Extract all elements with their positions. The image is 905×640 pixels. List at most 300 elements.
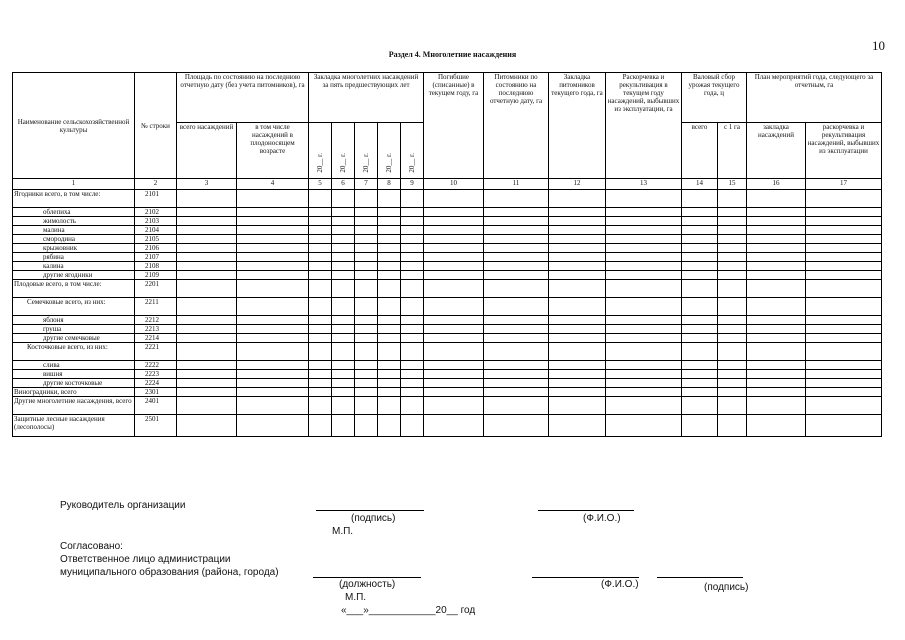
data-cell[interactable] bbox=[237, 334, 309, 343]
data-cell[interactable] bbox=[718, 217, 747, 226]
data-cell[interactable] bbox=[806, 325, 882, 334]
data-cell[interactable] bbox=[682, 271, 718, 280]
data-cell[interactable] bbox=[424, 388, 484, 397]
data-cell[interactable] bbox=[606, 343, 682, 361]
data-cell[interactable] bbox=[606, 244, 682, 253]
data-cell[interactable] bbox=[718, 262, 747, 271]
data-cell[interactable] bbox=[332, 253, 355, 262]
data-cell[interactable] bbox=[332, 226, 355, 235]
data-cell[interactable] bbox=[549, 343, 606, 361]
data-cell[interactable] bbox=[355, 235, 378, 244]
data-cell[interactable] bbox=[401, 280, 424, 298]
data-cell[interactable] bbox=[378, 217, 401, 226]
data-cell[interactable] bbox=[549, 235, 606, 244]
data-cell[interactable] bbox=[549, 316, 606, 325]
data-cell[interactable] bbox=[484, 379, 549, 388]
data-cell[interactable] bbox=[332, 388, 355, 397]
data-cell[interactable] bbox=[484, 253, 549, 262]
data-cell[interactable] bbox=[401, 415, 424, 437]
data-cell[interactable] bbox=[177, 190, 237, 208]
data-cell[interactable] bbox=[237, 415, 309, 437]
data-cell[interactable] bbox=[718, 334, 747, 343]
data-cell[interactable] bbox=[747, 217, 806, 226]
data-cell[interactable] bbox=[424, 190, 484, 208]
data-cell[interactable] bbox=[355, 379, 378, 388]
data-cell[interactable] bbox=[355, 361, 378, 370]
data-cell[interactable] bbox=[378, 361, 401, 370]
data-cell[interactable] bbox=[806, 226, 882, 235]
data-cell[interactable] bbox=[401, 253, 424, 262]
data-cell[interactable] bbox=[378, 208, 401, 217]
data-cell[interactable] bbox=[747, 244, 806, 253]
data-cell[interactable] bbox=[718, 415, 747, 437]
data-cell[interactable] bbox=[355, 388, 378, 397]
data-cell[interactable] bbox=[606, 388, 682, 397]
data-cell[interactable] bbox=[484, 388, 549, 397]
data-cell[interactable] bbox=[309, 253, 332, 262]
data-cell[interactable] bbox=[237, 253, 309, 262]
data-cell[interactable] bbox=[401, 208, 424, 217]
data-cell[interactable] bbox=[237, 190, 309, 208]
data-cell[interactable] bbox=[332, 370, 355, 379]
data-cell[interactable] bbox=[747, 325, 806, 334]
data-cell[interactable] bbox=[355, 298, 378, 316]
data-cell[interactable] bbox=[332, 271, 355, 280]
data-cell[interactable] bbox=[806, 379, 882, 388]
data-cell[interactable] bbox=[332, 298, 355, 316]
data-cell[interactable] bbox=[549, 217, 606, 226]
data-cell[interactable] bbox=[177, 226, 237, 235]
data-cell[interactable] bbox=[355, 316, 378, 325]
data-cell[interactable] bbox=[806, 415, 882, 437]
data-cell[interactable] bbox=[401, 190, 424, 208]
data-cell[interactable] bbox=[806, 253, 882, 262]
data-cell[interactable] bbox=[606, 379, 682, 388]
data-cell[interactable] bbox=[682, 217, 718, 226]
data-cell[interactable] bbox=[378, 379, 401, 388]
data-cell[interactable] bbox=[309, 379, 332, 388]
data-cell[interactable] bbox=[332, 235, 355, 244]
data-cell[interactable] bbox=[606, 208, 682, 217]
data-cell[interactable] bbox=[309, 343, 332, 361]
data-cell[interactable] bbox=[682, 208, 718, 217]
data-cell[interactable] bbox=[355, 343, 378, 361]
data-cell[interactable] bbox=[549, 262, 606, 271]
data-cell[interactable] bbox=[747, 379, 806, 388]
data-cell[interactable] bbox=[747, 370, 806, 379]
data-cell[interactable] bbox=[177, 388, 237, 397]
data-cell[interactable] bbox=[747, 190, 806, 208]
data-cell[interactable] bbox=[378, 190, 401, 208]
data-cell[interactable] bbox=[682, 379, 718, 388]
data-cell[interactable] bbox=[718, 280, 747, 298]
data-cell[interactable] bbox=[606, 235, 682, 244]
data-cell[interactable] bbox=[332, 262, 355, 271]
data-cell[interactable] bbox=[484, 226, 549, 235]
data-cell[interactable] bbox=[747, 253, 806, 262]
data-cell[interactable] bbox=[718, 226, 747, 235]
data-cell[interactable] bbox=[401, 235, 424, 244]
data-cell[interactable] bbox=[177, 262, 237, 271]
data-cell[interactable] bbox=[549, 226, 606, 235]
data-cell[interactable] bbox=[237, 208, 309, 217]
data-cell[interactable] bbox=[747, 316, 806, 325]
data-cell[interactable] bbox=[332, 244, 355, 253]
data-cell[interactable] bbox=[309, 370, 332, 379]
data-cell[interactable] bbox=[682, 370, 718, 379]
data-cell[interactable] bbox=[401, 343, 424, 361]
data-cell[interactable] bbox=[355, 226, 378, 235]
data-cell[interactable] bbox=[401, 388, 424, 397]
data-cell[interactable] bbox=[682, 235, 718, 244]
data-cell[interactable] bbox=[177, 325, 237, 334]
data-cell[interactable] bbox=[237, 316, 309, 325]
data-cell[interactable] bbox=[177, 217, 237, 226]
data-cell[interactable] bbox=[177, 253, 237, 262]
data-cell[interactable] bbox=[309, 217, 332, 226]
data-cell[interactable] bbox=[355, 253, 378, 262]
data-cell[interactable] bbox=[237, 280, 309, 298]
data-cell[interactable] bbox=[747, 388, 806, 397]
data-cell[interactable] bbox=[309, 388, 332, 397]
data-cell[interactable] bbox=[606, 226, 682, 235]
data-cell[interactable] bbox=[747, 208, 806, 217]
data-cell[interactable] bbox=[549, 253, 606, 262]
data-cell[interactable] bbox=[606, 217, 682, 226]
data-cell[interactable] bbox=[378, 334, 401, 343]
data-cell[interactable] bbox=[355, 217, 378, 226]
data-cell[interactable] bbox=[747, 271, 806, 280]
data-cell[interactable] bbox=[309, 190, 332, 208]
data-cell[interactable] bbox=[401, 271, 424, 280]
data-cell[interactable] bbox=[237, 226, 309, 235]
data-cell[interactable] bbox=[424, 316, 484, 325]
data-cell[interactable] bbox=[332, 334, 355, 343]
data-cell[interactable] bbox=[747, 361, 806, 370]
data-cell[interactable] bbox=[424, 361, 484, 370]
data-cell[interactable] bbox=[718, 298, 747, 316]
data-cell[interactable] bbox=[606, 253, 682, 262]
data-cell[interactable] bbox=[378, 235, 401, 244]
data-cell[interactable] bbox=[682, 325, 718, 334]
data-cell[interactable] bbox=[806, 244, 882, 253]
data-cell[interactable] bbox=[177, 415, 237, 437]
data-cell[interactable] bbox=[309, 235, 332, 244]
data-cell[interactable] bbox=[718, 271, 747, 280]
data-cell[interactable] bbox=[401, 379, 424, 388]
data-cell[interactable] bbox=[549, 388, 606, 397]
data-cell[interactable] bbox=[177, 397, 237, 415]
data-cell[interactable] bbox=[177, 361, 237, 370]
data-cell[interactable] bbox=[806, 370, 882, 379]
data-cell[interactable] bbox=[424, 244, 484, 253]
data-cell[interactable] bbox=[177, 235, 237, 244]
data-cell[interactable] bbox=[484, 280, 549, 298]
data-cell[interactable] bbox=[355, 370, 378, 379]
data-cell[interactable] bbox=[806, 361, 882, 370]
data-cell[interactable] bbox=[424, 262, 484, 271]
data-cell[interactable] bbox=[355, 397, 378, 415]
data-cell[interactable] bbox=[309, 397, 332, 415]
data-cell[interactable] bbox=[237, 244, 309, 253]
data-cell[interactable] bbox=[682, 244, 718, 253]
data-cell[interactable] bbox=[682, 253, 718, 262]
data-cell[interactable] bbox=[177, 244, 237, 253]
data-cell[interactable] bbox=[484, 397, 549, 415]
data-cell[interactable] bbox=[718, 316, 747, 325]
data-cell[interactable] bbox=[237, 343, 309, 361]
data-cell[interactable] bbox=[355, 244, 378, 253]
data-cell[interactable] bbox=[177, 370, 237, 379]
data-cell[interactable] bbox=[378, 370, 401, 379]
data-cell[interactable] bbox=[747, 280, 806, 298]
data-cell[interactable] bbox=[682, 262, 718, 271]
data-cell[interactable] bbox=[332, 415, 355, 437]
data-cell[interactable] bbox=[682, 343, 718, 361]
data-cell[interactable] bbox=[484, 217, 549, 226]
data-cell[interactable] bbox=[484, 415, 549, 437]
data-cell[interactable] bbox=[237, 397, 309, 415]
data-cell[interactable] bbox=[237, 361, 309, 370]
data-cell[interactable] bbox=[177, 271, 237, 280]
data-cell[interactable] bbox=[177, 316, 237, 325]
data-cell[interactable] bbox=[378, 280, 401, 298]
data-cell[interactable] bbox=[484, 334, 549, 343]
data-cell[interactable] bbox=[309, 271, 332, 280]
data-cell[interactable] bbox=[484, 370, 549, 379]
data-cell[interactable] bbox=[177, 208, 237, 217]
data-cell[interactable] bbox=[606, 262, 682, 271]
data-cell[interactable] bbox=[424, 298, 484, 316]
data-cell[interactable] bbox=[177, 334, 237, 343]
data-cell[interactable] bbox=[401, 217, 424, 226]
data-cell[interactable] bbox=[177, 280, 237, 298]
data-cell[interactable] bbox=[332, 379, 355, 388]
data-cell[interactable] bbox=[549, 334, 606, 343]
data-cell[interactable] bbox=[806, 280, 882, 298]
data-cell[interactable] bbox=[484, 190, 549, 208]
data-cell[interactable] bbox=[806, 388, 882, 397]
data-cell[interactable] bbox=[355, 208, 378, 217]
data-cell[interactable] bbox=[332, 316, 355, 325]
data-cell[interactable] bbox=[332, 325, 355, 334]
data-cell[interactable] bbox=[549, 415, 606, 437]
data-cell[interactable] bbox=[309, 325, 332, 334]
data-cell[interactable] bbox=[177, 298, 237, 316]
data-cell[interactable] bbox=[682, 316, 718, 325]
data-cell[interactable] bbox=[682, 361, 718, 370]
data-cell[interactable] bbox=[309, 208, 332, 217]
data-cell[interactable] bbox=[718, 244, 747, 253]
data-cell[interactable] bbox=[682, 397, 718, 415]
data-cell[interactable] bbox=[718, 190, 747, 208]
data-cell[interactable] bbox=[177, 343, 237, 361]
data-cell[interactable] bbox=[401, 361, 424, 370]
data-cell[interactable] bbox=[549, 379, 606, 388]
data-cell[interactable] bbox=[806, 217, 882, 226]
data-cell[interactable] bbox=[309, 361, 332, 370]
data-cell[interactable] bbox=[682, 226, 718, 235]
data-cell[interactable] bbox=[237, 325, 309, 334]
data-cell[interactable] bbox=[747, 397, 806, 415]
data-cell[interactable] bbox=[806, 190, 882, 208]
data-cell[interactable] bbox=[747, 334, 806, 343]
data-cell[interactable] bbox=[549, 397, 606, 415]
data-cell[interactable] bbox=[309, 415, 332, 437]
data-cell[interactable] bbox=[378, 325, 401, 334]
data-cell[interactable] bbox=[718, 388, 747, 397]
data-cell[interactable] bbox=[606, 397, 682, 415]
data-cell[interactable] bbox=[309, 298, 332, 316]
data-cell[interactable] bbox=[549, 208, 606, 217]
data-cell[interactable] bbox=[424, 415, 484, 437]
data-cell[interactable] bbox=[606, 280, 682, 298]
data-cell[interactable] bbox=[549, 370, 606, 379]
data-cell[interactable] bbox=[747, 262, 806, 271]
data-cell[interactable] bbox=[309, 226, 332, 235]
data-cell[interactable] bbox=[718, 370, 747, 379]
data-cell[interactable] bbox=[549, 190, 606, 208]
data-cell[interactable] bbox=[682, 334, 718, 343]
data-cell[interactable] bbox=[237, 235, 309, 244]
data-cell[interactable] bbox=[424, 370, 484, 379]
data-cell[interactable] bbox=[332, 397, 355, 415]
data-cell[interactable] bbox=[718, 361, 747, 370]
data-cell[interactable] bbox=[806, 271, 882, 280]
data-cell[interactable] bbox=[378, 397, 401, 415]
data-cell[interactable] bbox=[682, 190, 718, 208]
data-cell[interactable] bbox=[378, 253, 401, 262]
data-cell[interactable] bbox=[606, 316, 682, 325]
data-cell[interactable] bbox=[806, 262, 882, 271]
data-cell[interactable] bbox=[332, 190, 355, 208]
data-cell[interactable] bbox=[309, 316, 332, 325]
data-cell[interactable] bbox=[424, 253, 484, 262]
data-cell[interactable] bbox=[484, 361, 549, 370]
data-cell[interactable] bbox=[332, 343, 355, 361]
data-cell[interactable] bbox=[378, 415, 401, 437]
data-cell[interactable] bbox=[237, 298, 309, 316]
data-cell[interactable] bbox=[424, 271, 484, 280]
data-cell[interactable] bbox=[424, 379, 484, 388]
data-cell[interactable] bbox=[606, 190, 682, 208]
data-cell[interactable] bbox=[549, 298, 606, 316]
data-cell[interactable] bbox=[424, 325, 484, 334]
data-cell[interactable] bbox=[309, 334, 332, 343]
data-cell[interactable] bbox=[378, 262, 401, 271]
data-cell[interactable] bbox=[424, 235, 484, 244]
data-cell[interactable] bbox=[549, 271, 606, 280]
data-cell[interactable] bbox=[747, 343, 806, 361]
data-cell[interactable] bbox=[355, 271, 378, 280]
data-cell[interactable] bbox=[309, 262, 332, 271]
data-cell[interactable] bbox=[484, 208, 549, 217]
data-cell[interactable] bbox=[424, 397, 484, 415]
data-cell[interactable] bbox=[355, 262, 378, 271]
data-cell[interactable] bbox=[806, 334, 882, 343]
data-cell[interactable] bbox=[606, 271, 682, 280]
data-cell[interactable] bbox=[484, 316, 549, 325]
data-cell[interactable] bbox=[378, 244, 401, 253]
data-cell[interactable] bbox=[682, 280, 718, 298]
data-cell[interactable] bbox=[378, 316, 401, 325]
data-cell[interactable] bbox=[378, 388, 401, 397]
data-cell[interactable] bbox=[401, 325, 424, 334]
data-cell[interactable] bbox=[549, 361, 606, 370]
data-cell[interactable] bbox=[682, 415, 718, 437]
data-cell[interactable] bbox=[332, 208, 355, 217]
data-cell[interactable] bbox=[401, 397, 424, 415]
data-cell[interactable] bbox=[606, 325, 682, 334]
data-cell[interactable] bbox=[484, 298, 549, 316]
data-cell[interactable] bbox=[424, 226, 484, 235]
data-cell[interactable] bbox=[718, 253, 747, 262]
data-cell[interactable] bbox=[177, 379, 237, 388]
data-cell[interactable] bbox=[484, 235, 549, 244]
data-cell[interactable] bbox=[355, 325, 378, 334]
data-cell[interactable] bbox=[309, 280, 332, 298]
data-cell[interactable] bbox=[484, 271, 549, 280]
data-cell[interactable] bbox=[237, 262, 309, 271]
data-cell[interactable] bbox=[378, 298, 401, 316]
data-cell[interactable] bbox=[332, 280, 355, 298]
data-cell[interactable] bbox=[806, 208, 882, 217]
data-cell[interactable] bbox=[401, 316, 424, 325]
data-cell[interactable] bbox=[606, 334, 682, 343]
data-cell[interactable] bbox=[424, 208, 484, 217]
data-cell[interactable] bbox=[606, 361, 682, 370]
data-cell[interactable] bbox=[484, 325, 549, 334]
data-cell[interactable] bbox=[332, 361, 355, 370]
data-cell[interactable] bbox=[682, 388, 718, 397]
data-cell[interactable] bbox=[355, 415, 378, 437]
data-cell[interactable] bbox=[549, 244, 606, 253]
data-cell[interactable] bbox=[424, 217, 484, 226]
data-cell[interactable] bbox=[237, 379, 309, 388]
data-cell[interactable] bbox=[682, 298, 718, 316]
data-cell[interactable] bbox=[549, 325, 606, 334]
data-cell[interactable] bbox=[237, 370, 309, 379]
data-cell[interactable] bbox=[549, 280, 606, 298]
data-cell[interactable] bbox=[718, 379, 747, 388]
data-cell[interactable] bbox=[401, 244, 424, 253]
data-cell[interactable] bbox=[747, 298, 806, 316]
data-cell[interactable] bbox=[718, 208, 747, 217]
data-cell[interactable] bbox=[332, 217, 355, 226]
data-cell[interactable] bbox=[747, 226, 806, 235]
data-cell[interactable] bbox=[806, 343, 882, 361]
data-cell[interactable] bbox=[237, 217, 309, 226]
data-cell[interactable] bbox=[424, 343, 484, 361]
data-cell[interactable] bbox=[237, 388, 309, 397]
data-cell[interactable] bbox=[806, 235, 882, 244]
data-cell[interactable] bbox=[401, 298, 424, 316]
data-cell[interactable] bbox=[606, 415, 682, 437]
data-cell[interactable] bbox=[424, 280, 484, 298]
data-cell[interactable] bbox=[718, 235, 747, 244]
data-cell[interactable] bbox=[806, 316, 882, 325]
data-cell[interactable] bbox=[484, 244, 549, 253]
data-cell[interactable] bbox=[401, 262, 424, 271]
data-cell[interactable] bbox=[424, 334, 484, 343]
data-cell[interactable] bbox=[606, 370, 682, 379]
data-cell[interactable] bbox=[401, 334, 424, 343]
data-cell[interactable] bbox=[718, 397, 747, 415]
data-cell[interactable] bbox=[806, 397, 882, 415]
data-cell[interactable] bbox=[747, 415, 806, 437]
data-cell[interactable] bbox=[718, 325, 747, 334]
data-cell[interactable] bbox=[378, 226, 401, 235]
